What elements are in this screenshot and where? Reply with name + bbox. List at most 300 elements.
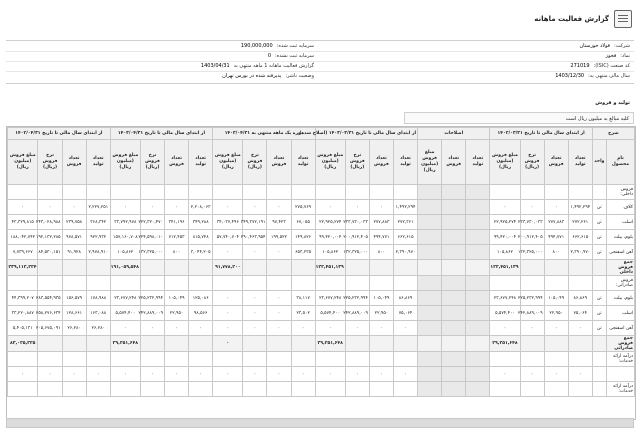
value-cell (418, 230, 442, 245)
column-header: تعداد فروش (544, 140, 568, 185)
value-cell: ۹۷۸,۵۷۱ (62, 230, 86, 245)
column-header: مبلغ فروش (میلیون ریال) (110, 140, 140, 185)
value-cell (369, 276, 393, 291)
value-cell: ۷۱۲,۴۵۳ (165, 230, 189, 245)
value-cell (345, 352, 369, 367)
value-cell (62, 260, 86, 276)
value-cell (243, 276, 267, 291)
value-cell: ۱۲۵,۰۸۶ (189, 291, 213, 306)
value-cell (466, 260, 490, 276)
value-cell (466, 321, 490, 336)
value-cell (213, 185, 243, 200)
value-cell: ۰ (213, 245, 243, 260)
value-cell (267, 185, 291, 200)
value-cell: ۳۳,۷۹۲,۹۷۸ (110, 215, 140, 230)
value-cell: ۱۲۲,۴۵۱,۱۳۹ (490, 260, 520, 276)
unit-cell (592, 260, 606, 276)
value-cell (165, 382, 189, 397)
value-cell (86, 382, 110, 397)
value-cell: ۱۰۵,۰۴۹ (544, 291, 568, 306)
value-cell (568, 276, 592, 291)
value-cell (62, 185, 86, 200)
value-cell: ۰ (110, 367, 140, 382)
company-label: شرکت: (614, 43, 630, 49)
value-cell (8, 276, 38, 291)
value-cell (165, 260, 189, 276)
value-cell: ۲۲,۹۲۵,۲۷۴ (315, 215, 345, 230)
value-cell: ۱۴۹,۸۲۶ (291, 230, 315, 245)
capital-label: سرمایه ثبت شده: (276, 43, 314, 49)
value-cell (442, 245, 466, 260)
value-cell: ۳۳,۲۲۰,۸۸۷ (8, 306, 38, 321)
value-cell: ۰ (8, 367, 38, 382)
value-cell (345, 260, 369, 276)
value-cell: ۴۹۴,۷۷۱ (544, 230, 568, 245)
value-cell (544, 352, 568, 367)
column-header: نرخ فروش (ریال) (38, 140, 62, 185)
table-row (8, 230, 635, 245)
value-cell: ۰ (267, 306, 291, 321)
value-cell (466, 230, 490, 245)
product-name-cell: جمع فروش صادراتی (606, 336, 634, 352)
value-cell: ۲۸۳,۵۵۴,۹۳۵ (38, 291, 62, 306)
value-cell (110, 185, 140, 200)
report-icon (614, 10, 632, 28)
value-cell: ۲۴۲,۸۸۹,۰۰۹ (520, 306, 544, 321)
value-cell (442, 382, 466, 397)
column-header: مبلغ فروش (میلیون ریال) (315, 140, 345, 185)
value-cell (86, 185, 110, 200)
value-cell (8, 185, 38, 200)
value-cell (243, 260, 267, 276)
value-cell (418, 185, 442, 200)
value-cell (369, 260, 393, 276)
value-cell: ۲۳,۶۷۷,۲۴۸ (110, 291, 140, 306)
value-cell (418, 215, 442, 230)
value-cell: ۷,۷۳۹,۶۶۷ (8, 245, 38, 260)
unit-cell (592, 367, 606, 382)
value-cell (520, 352, 544, 367)
value-cell: ۸۳,۰۲۵,۲۲۵ (8, 336, 38, 352)
value-cell (345, 382, 369, 397)
value-cell: ۲۷۲,۲۶۱ (568, 215, 592, 230)
value-cell (418, 321, 442, 336)
table-row (8, 245, 635, 260)
value-cell (418, 352, 442, 367)
value-cell: ۶۶۲,۶۱۵ (568, 230, 592, 245)
value-cell: ۱۳۲,۳۲۵,۰۰۰ (520, 245, 544, 260)
value-cell: ۰ (490, 367, 520, 382)
product-name-cell: بلوم، بیلت (606, 230, 634, 245)
value-cell: ۸۶,۸۶۹ (568, 291, 592, 306)
value-cell (418, 260, 442, 276)
column-header: تعداد فروش (267, 140, 291, 185)
fiscal-label: سال مالی منتهی به: (588, 73, 630, 79)
value-cell: ۰ (140, 321, 164, 336)
value-cell (418, 382, 442, 397)
value-cell: ۲۲,۹۵۰ (544, 306, 568, 321)
value-cell (544, 382, 568, 397)
value-cell: ۹۱,۹۲۸ (62, 245, 86, 260)
value-cell: ۰ (213, 306, 243, 321)
value-cell: ۰ (520, 321, 544, 336)
value-cell (442, 291, 466, 306)
value-cell (544, 185, 568, 200)
company-value: فولاد خوزستان (579, 43, 611, 49)
value-cell: ۰ (520, 367, 544, 382)
column-header: تعداد فروش (369, 140, 393, 185)
value-cell (418, 291, 442, 306)
product-name-cell: آهن اسفنجی (606, 321, 634, 336)
value-cell (189, 382, 213, 397)
unit-cell (592, 336, 606, 352)
value-cell: ۰ (544, 321, 568, 336)
table-row (8, 185, 635, 200)
value-cell: ۲۳۳,۷۳۰,۰۳۳ (345, 215, 369, 230)
value-cell: ۰ (568, 321, 592, 336)
value-cell: ۰ (243, 200, 267, 215)
table-row (8, 367, 635, 382)
value-cell (418, 306, 442, 321)
value-cell (62, 276, 86, 291)
isic-value: 271019 (570, 63, 590, 69)
column-header: نام محصول (606, 140, 634, 185)
value-cell: ۰ (110, 200, 140, 215)
value-cell (442, 306, 466, 321)
value-cell: ۰ (315, 367, 345, 382)
value-cell (165, 336, 189, 352)
value-cell: ۰ (267, 321, 291, 336)
value-cell: ۲۲۲,۳۲۰,۴۷۰ (140, 215, 164, 230)
column-header: مبلغ فروش (میلیون ریال) (418, 140, 442, 185)
value-cell (466, 185, 490, 200)
value-cell (442, 367, 466, 382)
value-cell: ۱,۴۹۲,۲۹۴ (393, 200, 417, 215)
value-cell (345, 336, 369, 352)
value-cell: ۲۳,۶۷۷,۲۴۸ (315, 291, 345, 306)
value-cell: ۰ (189, 367, 213, 382)
value-cell: ۱۰۵,۸۶۲ (110, 245, 140, 260)
value-cell: ۰ (38, 367, 62, 382)
value-cell: ۲,۲۲۷,۲۵۱ (86, 200, 110, 215)
value-cell: ۰ (213, 336, 243, 352)
product-name-cell: جمع فروش داخلی (606, 260, 634, 276)
value-cell (520, 276, 544, 291)
value-cell: ۸۰۰ (165, 245, 189, 260)
status-row (222, 73, 314, 79)
value-cell (38, 336, 62, 352)
value-cell (140, 276, 164, 291)
column-header: نرخ فروش (ریال) (140, 140, 164, 185)
value-cell: ۰ (345, 321, 369, 336)
value-cell: ۲۷۷,۸۸۳ (369, 215, 393, 230)
capital-unreg-row (268, 53, 314, 59)
product-name-cell: اسلب (606, 215, 634, 230)
production-sales-table (6, 126, 636, 420)
value-cell: ۸۱۵,۷۴۸ (189, 230, 213, 245)
value-cell (369, 336, 393, 352)
value-cell: ۹۲۲,۹۳۲ (86, 230, 110, 245)
value-cell (140, 260, 164, 276)
value-cell (315, 185, 345, 200)
value-cell (466, 291, 490, 306)
value-cell: ۲,۲۰۸,۰۶۳ (189, 200, 213, 215)
value-cell (267, 382, 291, 397)
value-cell (189, 336, 213, 352)
value-cell: ۱۶۳,۰۸۸ (86, 306, 110, 321)
value-cell (243, 185, 267, 200)
unit-cell: تن (592, 230, 606, 245)
value-cell: ۰ (213, 367, 243, 382)
status-value: پذیرفته شده در بورس تهران (222, 73, 282, 79)
value-cell (86, 276, 110, 291)
value-cell: ۰ (38, 200, 62, 215)
value-cell: ۰ (213, 321, 243, 336)
value-cell: ۵,۵۷۴,۴۰۰ (315, 306, 345, 321)
value-cell: ۶۵۳,۲۳۵ (291, 245, 315, 260)
value-cell: ۲۲,۹۵۰ (165, 306, 189, 321)
value-cell (243, 382, 267, 397)
value-cell: ۲۷۷,۸۸۳ (544, 215, 568, 230)
value-cell (315, 382, 345, 397)
report-header (534, 10, 632, 28)
value-cell: ۵,۵۷۴,۴۰۰ (490, 306, 520, 321)
value-cell (291, 336, 315, 352)
capital-row (241, 43, 314, 49)
value-cell (165, 276, 189, 291)
value-cell: ۲,۹۷۸,۹۱۰ (86, 245, 110, 260)
value-cell (291, 352, 315, 367)
value-cell: ۳۸,۱۱۷ (291, 291, 315, 306)
group-header: از ابتدای سال مالی تا تاریخ ۱۴۰۳/۰۳/۳۱ (اصلاح شده) (315, 128, 417, 140)
value-cell (110, 276, 140, 291)
value-cell: ۰ (544, 367, 568, 382)
value-cell: ۰ (291, 367, 315, 382)
value-cell: ۲۳۹,۷۵۸ (62, 215, 86, 230)
value-cell: ۰ (393, 367, 417, 382)
table-row (8, 336, 635, 352)
value-cell: ۳,۰۴۴,۲۰۵ (189, 245, 213, 260)
value-cell: ۱۰۵,۰۴۹ (369, 291, 393, 306)
table-row (8, 306, 635, 321)
value-cell: ۰ (490, 321, 520, 336)
value-cell (38, 185, 62, 200)
value-cell (267, 336, 291, 352)
value-cell (291, 382, 315, 397)
fiscal-row (555, 73, 630, 79)
fiscal-value: 1403/12/30 (555, 73, 585, 79)
value-cell (369, 352, 393, 367)
value-cell (189, 185, 213, 200)
table-row (8, 215, 635, 230)
value-cell: ۲۹,۲۵۱,۶۴۸ (490, 336, 520, 352)
value-cell (165, 185, 189, 200)
table-sub-header (8, 140, 635, 185)
value-cell (466, 336, 490, 352)
value-cell (442, 185, 466, 200)
value-cell (442, 230, 466, 245)
unit-cell (592, 382, 606, 397)
value-cell: ۷۵,۰۶۴ (568, 306, 592, 321)
unit-cell: تن (592, 291, 606, 306)
value-cell: ۱۰۵,۸۶۲ (315, 245, 345, 260)
table-row (8, 260, 635, 276)
value-cell (418, 200, 442, 215)
value-cell (189, 276, 213, 291)
column-header: مبلغ فروش (میلیون ریال) (8, 140, 38, 185)
value-cell: ۲۰۰,۹۱۲,۴۰۵ (345, 230, 369, 245)
value-cell (544, 260, 568, 276)
group-header: از ابتدای سال مالی تا تاریخ ۱۴۰۲/۰۴/۳۱ (8, 128, 111, 140)
table-row (8, 352, 635, 367)
value-cell (442, 352, 466, 367)
value-cell: ۲۳,۶۷۷,۲۴۸ (490, 291, 520, 306)
capital-value: 190,000,000 (240, 43, 273, 49)
value-cell: ۱۵۷,۱۶۰,۷۰۸ (110, 230, 140, 245)
value-cell (267, 260, 291, 276)
value-cell: ۲۲۵,۲۳۲,۹۹۴ (520, 291, 544, 306)
column-header: تعداد تولید (466, 140, 490, 185)
table-row (8, 321, 635, 336)
value-cell: ۰ (267, 367, 291, 382)
value-cell (345, 276, 369, 291)
value-cell: ۰ (62, 200, 86, 215)
value-cell (490, 276, 520, 291)
column-header: مبلغ فروش (میلیون ریال) (213, 140, 243, 185)
value-cell: ۲۲۴,۵۹۸,۰۱۰ (140, 230, 164, 245)
value-cell: ۰ (189, 321, 213, 336)
value-cell (442, 200, 466, 215)
value-cell: ۰ (291, 321, 315, 336)
table-row (8, 200, 635, 215)
product-name-cell: درآمد ارائه خدمات: (606, 352, 634, 367)
value-cell: ۲۴۲,۸۸۹,۰۰۹ (345, 306, 369, 321)
column-header: تعداد تولید (393, 140, 417, 185)
product-name-cell: اسلب (606, 306, 634, 321)
column-header: مبلغ فروش (میلیون ریال) (490, 140, 520, 185)
value-cell (568, 260, 592, 276)
table-body (8, 185, 635, 397)
value-cell: ۰ (568, 367, 592, 382)
value-cell: ۰ (213, 291, 243, 306)
value-cell: ۰ (8, 200, 38, 215)
value-cell (86, 260, 110, 276)
value-cell (393, 382, 417, 397)
value-cell: ۲۹۰,۴۶۳,۹۵۴ (243, 230, 267, 245)
value-cell: ۰ (243, 291, 267, 306)
value-cell: ۰ (267, 291, 291, 306)
value-cell (110, 382, 140, 397)
value-cell (490, 382, 520, 397)
table-group-header (8, 128, 635, 140)
column-header: تعداد تولید (86, 140, 110, 185)
value-cell: ۳۴۱,۱۹۶ (165, 215, 189, 230)
value-cell: ۰ (165, 321, 189, 336)
value-cell (140, 352, 164, 367)
value-cell: ۶۶۲,۶۱۵ (393, 230, 417, 245)
value-cell (490, 352, 520, 367)
value-cell: ۲۴۳,۰۲۸,۹۸۸ (38, 215, 62, 230)
value-cell (86, 352, 110, 367)
value-cell: ۰ (369, 367, 393, 382)
unit-cell: تن (592, 245, 606, 260)
column-header: تعداد تولید (568, 140, 592, 185)
company-row (579, 43, 630, 49)
value-cell: ۱۲۸,۶۶۱ (62, 306, 86, 321)
value-cell (315, 276, 345, 291)
value-cell: ۵۷,۷۴۰,۷۰۴ (213, 230, 243, 245)
value-cell: ۰ (520, 200, 544, 215)
value-cell: ۰ (86, 367, 110, 382)
value-cell: ۲۰۵,۶۷۵,۰۹۱ (38, 321, 62, 336)
value-cell: ۰ (140, 200, 164, 215)
value-cell: ۰ (267, 200, 291, 215)
unit-cell: تن (592, 215, 606, 230)
value-cell: ۲۳,۵۰۲ (291, 306, 315, 321)
value-cell (213, 382, 243, 397)
value-cell (442, 321, 466, 336)
group-header: اصلاحات (418, 128, 490, 140)
value-cell (189, 352, 213, 367)
value-cell (568, 185, 592, 200)
value-cell: ۳۴۹,۲۸۸ (189, 215, 213, 230)
value-cell (165, 352, 189, 367)
period-row (201, 63, 314, 69)
value-cell (466, 306, 490, 321)
value-cell (393, 352, 417, 367)
unit-cell (592, 276, 606, 291)
value-cell: ۰ (315, 200, 345, 215)
product-name-cell: فروش صادراتی: (606, 276, 634, 291)
value-cell (8, 382, 38, 397)
product-name-cell (606, 367, 634, 382)
horizontal-scrollbar[interactable] (6, 418, 634, 428)
value-cell: ۰ (369, 321, 393, 336)
column-header: تعداد تولید (291, 140, 315, 185)
value-cell (38, 382, 62, 397)
value-cell (418, 367, 442, 382)
value-cell: ۲۲۵,۲۳۲,۹۹۴ (345, 291, 369, 306)
column-header: واحد (592, 140, 606, 185)
value-cell (466, 276, 490, 291)
column-header: نرخ فروش (ریال) (345, 140, 369, 185)
value-cell: ۲۷۵,۷۶۹ (291, 200, 315, 215)
value-cell (466, 215, 490, 230)
capital-unreg-value: 0 (267, 53, 271, 59)
value-cell: ۱۹۲,۱۳۲,۲۸۵ (38, 230, 62, 245)
value-cell (520, 260, 544, 276)
value-cell: ۲۳۳,۷۳۰,۰۳۳ (520, 215, 544, 230)
table-row (8, 382, 635, 397)
value-cell (520, 336, 544, 352)
value-cell (213, 352, 243, 367)
unit-note: کلیه مبالغ به میلیون ریال است (404, 112, 634, 124)
value-cell: ۲۶,۲۸۰ (62, 321, 86, 336)
symbol-label: نماد: (620, 53, 630, 59)
value-cell: ۰ (140, 367, 164, 382)
value-cell: ۵,۴۰۵,۱۳۱ (8, 321, 38, 336)
value-cell (568, 336, 592, 352)
value-cell (544, 276, 568, 291)
product-name-cell: درآمد ارائه خدمات: (606, 382, 634, 397)
value-cell: ۱۸۸,۰۴۲,۷۴۲ (8, 230, 38, 245)
value-cell: ۰ (393, 321, 417, 336)
company-info (6, 40, 634, 84)
value-cell: ۱۳۲,۳۲۵,۰۰۰ (345, 245, 369, 260)
value-cell (520, 185, 544, 200)
value-cell: ۰ (243, 321, 267, 336)
value-cell: ۰ (62, 367, 86, 382)
